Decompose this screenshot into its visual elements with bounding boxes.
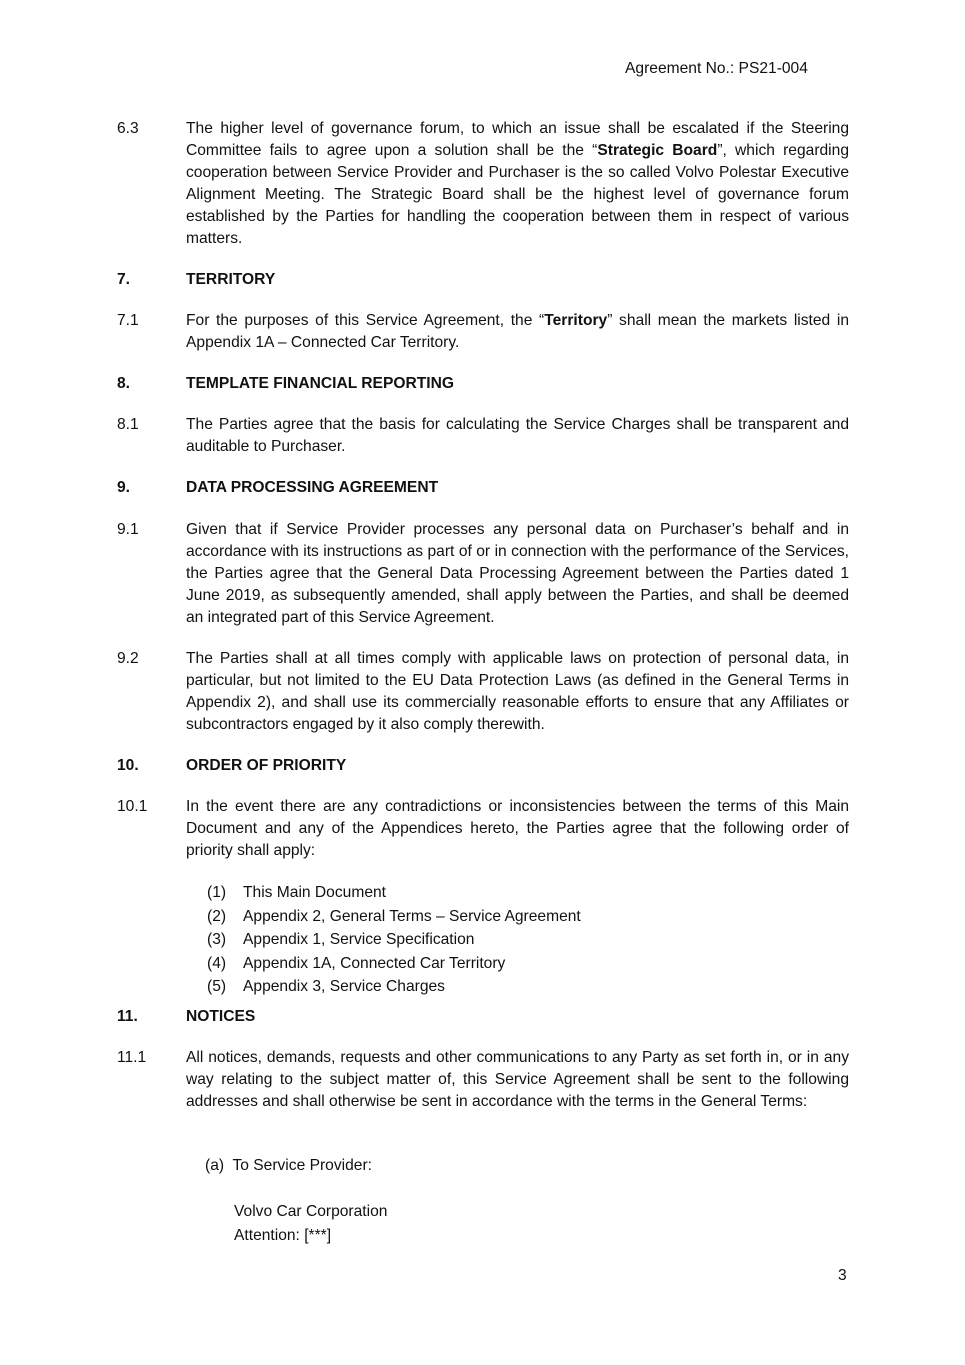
clause-text: Given that if Service Provider processes any personal data on Purchaser’s behalf and in accordance with its instructions as part of or in connection with the performance of the Services, the Parties agree that the General Data Processing Agreement between the Parties dated 1 June 2019, as subsequently amended, shall apply between the Parties, and shall be deemed an integrated part of this Service Agreement. [186,521,849,626]
clause-text-part: For the purposes of this Service Agreement, the “ [186,312,545,329]
clause-text-part: ” shall mean the markets listed in Appendix 1A – Connected Car Territory. [186,312,850,351]
clause-number: 7.1 [117,312,139,329]
clause-text [186,118,849,250]
list-item [207,928,581,952]
clause-text: The Parties agree that the basis for calculating the Service Charges shall be transparent and auditable to Purchaser. [186,416,849,455]
clause-text: All notices, demands, requests and other communications to any Party as set forth in, or in any way relating to the subject matter of, this Service Agreement shall be sent to the following addresses and shall otherwise be sent in accordance with the terms in the General Terms: [186,1049,849,1110]
section-number: 7. [117,271,131,288]
clause-text [186,310,849,354]
section-number: 10. [117,757,139,774]
clause-9-2 [117,648,849,736]
clause-number: 9.2 [117,650,139,667]
clause-10-1 [117,796,849,862]
list-item [207,975,581,999]
section-title: NOTICES [186,1008,256,1025]
notice-attention: Attention: [***] [234,1226,332,1244]
priority-list [207,881,581,999]
clause-number: 9.1 [117,521,139,538]
section-number: 8. [117,375,131,392]
section-9-heading [117,477,849,499]
list-item-number: (5) [207,978,227,995]
agreement-number: Agreement No.: PS21-004 [625,60,808,77]
list-item-number: (2) [207,907,227,925]
clause-text: The Parties shall at all times comply with applicable laws on protection of personal data, in particular, but not limited to the EU Data Protection Laws (as defined in the General Terms in Appendix 2), and shall use its commercially reasonable efforts to ensure that any Affiliates or subcontractors engaged by it also comply therewith. [186,650,849,733]
section-number: 9. [117,479,131,496]
list-item-text: Appendix 1A, Connected Car Territory [243,954,506,972]
defined-term: Strategic Board [597,142,718,159]
clause-9-1 [117,519,849,629]
section-number: 11. [117,1008,138,1025]
list-item-text: This Main Document [243,884,386,901]
notice-recipient-label: (a) To Service Provider: [205,1157,372,1174]
section-8-heading [117,373,849,395]
list-item [207,881,581,905]
clause-number: 6.3 [117,120,139,137]
clause-text: In the event there are any contradictions or inconsistencies between the terms of this Main Document and any of the Appendices hereto, the Parties agree that the following order of priority shall apply: [186,798,849,859]
section-10-heading [117,755,849,777]
list-item [207,952,581,976]
list-item-text: Appendix 2, General Terms – Service Agreement [243,907,581,925]
clause-11-1 [117,1047,849,1113]
section-7-heading [117,269,849,291]
clause-text-part: ”, which regarding cooperation between Service Provider and Purchaser is the so called Volvo Polestar Executive Alignment Meeting. The Strategic Board shall be the highest level of governance forum established by the Parties for handling the cooperation between them in respect of various matters. [186,142,849,247]
section-title: TEMPLATE FINANCIAL REPORTING [186,375,454,392]
section-title: TERRITORY [186,271,276,288]
clause-number: 8.1 [117,416,139,433]
list-item-text: Appendix 3, Service Charges [243,978,445,995]
clause-7-1 [117,310,849,354]
defined-term: Territory [544,312,608,329]
clause-number: 10.1 [117,798,148,815]
clause-6-3 [117,118,849,250]
section-title: ORDER OF PRIORITY [186,757,347,774]
list-item-number: (4) [207,954,227,972]
list-item-text: Appendix 1, Service Specification [243,931,475,948]
list-item-number: (3) [207,931,227,948]
list-item [207,905,581,929]
clause-number: 11.1 [117,1049,147,1066]
notice-address [234,1200,387,1247]
clause-text-part: The higher level of governance forum, to which an issue shall be escalated if the Steering Committee fails to agree upon a solution shall be the “ [186,120,849,159]
notice-company: Volvo Car Corporation [234,1203,388,1220]
list-item-number: (1) [207,884,227,901]
section-title: DATA PROCESSING AGREEMENT [186,479,439,496]
clause-8-1 [117,414,849,458]
page-number: 3 [838,1267,847,1284]
section-11-heading [117,1006,849,1028]
